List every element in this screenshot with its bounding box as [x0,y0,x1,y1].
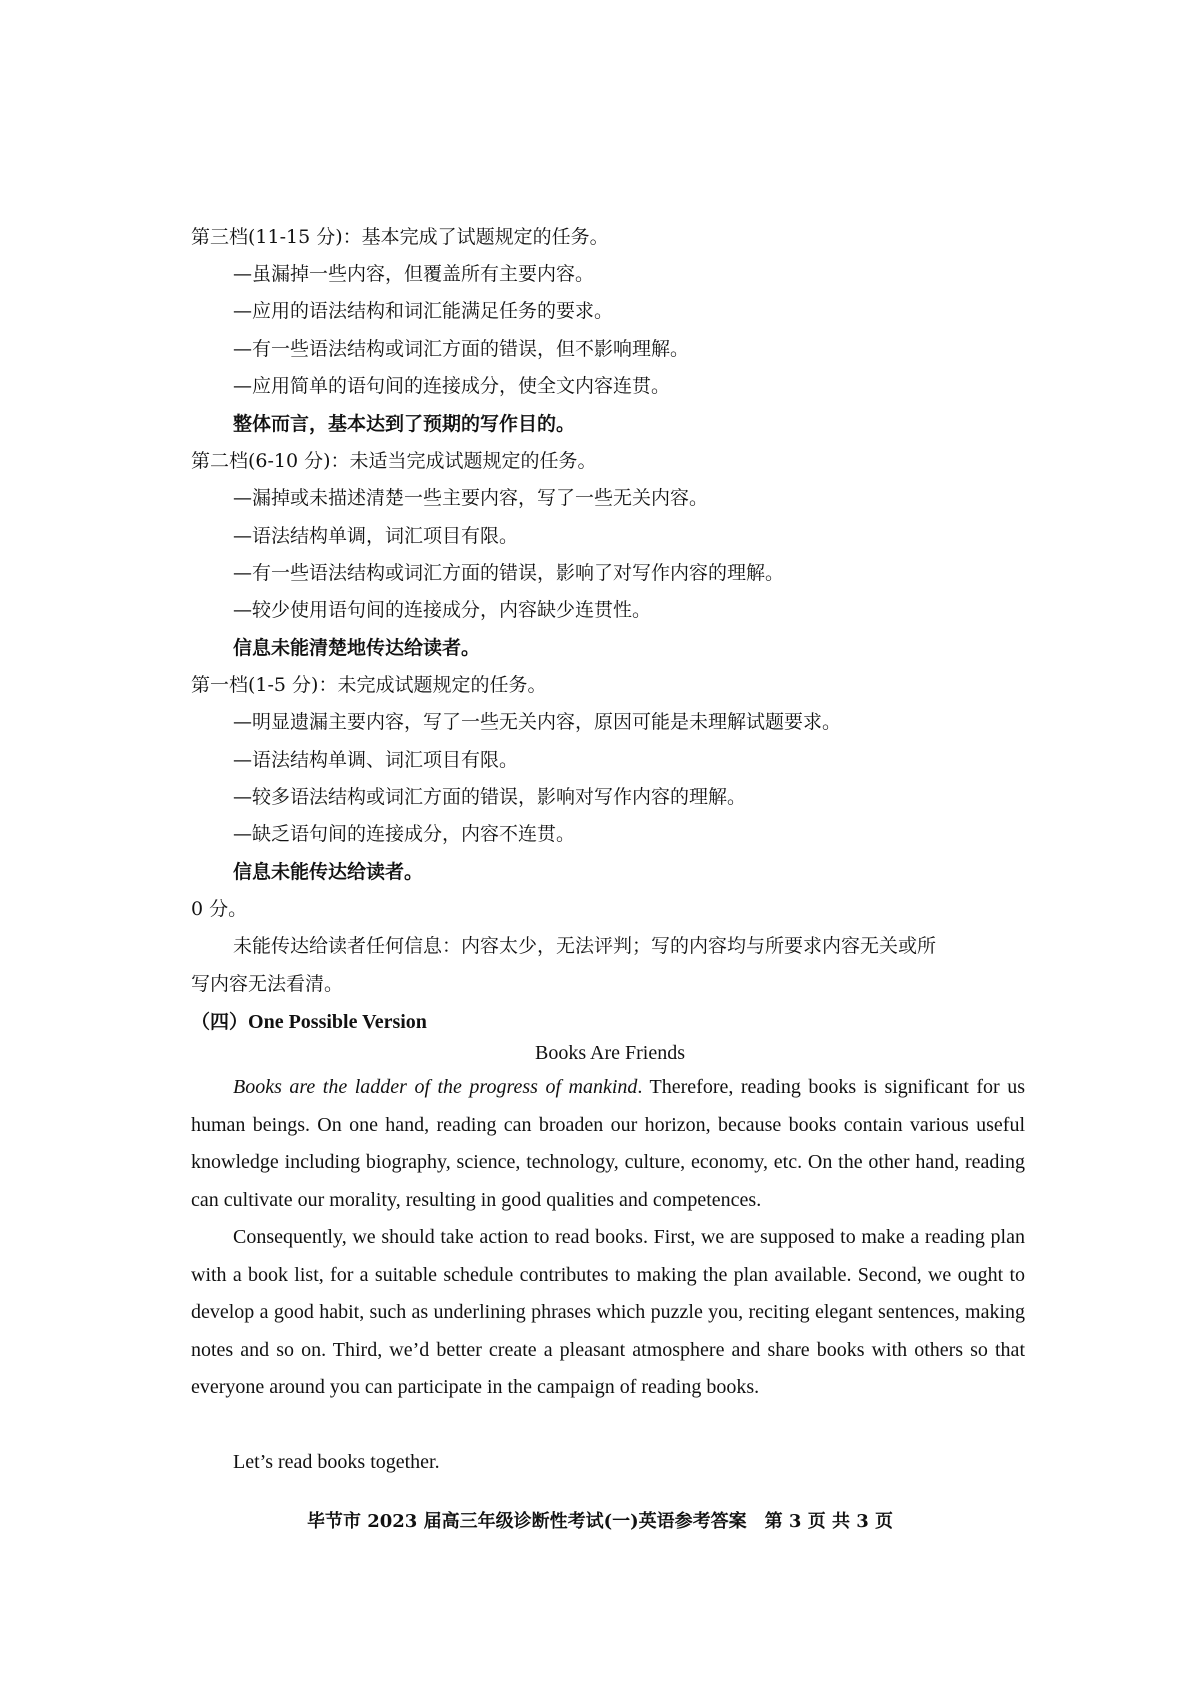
essay-paragraph-3: Let’s read books together. [233,1451,440,1473]
tier3-item-2: —应用的语法结构和词汇能满足任务的要求。 [233,300,614,322]
tier2-item-3: —有一些语法结构或词汇方面的错误，影响了对写作内容的理解。 [233,562,785,584]
essay-paragraph-1 [191,1069,1025,1219]
essay-quote: Books are the ladder of the progress of mankind [233,1076,638,1098]
tier1-summary: 信息未能传达给读者。 [233,861,424,883]
version-heading [191,1010,427,1034]
tier1-item-3: —较多语法结构或词汇方面的错误，影响对写作内容的理解。 [233,786,747,808]
tier3-summary: 整体而言，基本达到了预期的写作目的。 [233,413,576,435]
tier1-item-1: —明显遗漏主要内容，写了一些无关内容，原因可能是未理解试题要求。 [233,711,842,733]
tier1-item-4: —缺乏语句间的连接成分，内容不连贯。 [233,823,576,845]
essay-paragraph-2: Consequently, we should take action to read books. First, we are supposed to make a reading plan with a book list, for a suitable schedule contributes to making the plan available. Second, we ought to develop a good habit, such as underlining phrases which puzzle you, reciting elegant sentences, making notes and so on. Third, we’d better create a pleasant atmosphere and share books with others so that everyone around you can participate in the campaign of reading books. [191,1226,1025,1398]
tier2-heading: 第二档(6-10 分)：未适当完成试题规定的任务。 [191,450,597,472]
version-heading-prefix: （四） [191,1011,249,1033]
version-heading-text: One Possible Version [248,1011,427,1033]
essay-paragraph-1-text: . Therefore, reading books is significant for us human beings. On one hand, reading can broaden our horizon, because books contain various useful knowledge including biography, science, technology, culture, economy, etc. On the other hand, reading can cultivate our morality, resulting in good qualities and competences. [191,1076,1025,1211]
tier2-item-4: —较少使用语句间的连接成分，内容缺少连贯性。 [233,599,652,621]
essay-title: Books Are Friends [535,1042,685,1064]
tier3-item-3: —有一些语法结构或词汇方面的错误，但不影响理解。 [233,338,690,360]
tier1-heading: 第一档(1-5 分)：未完成试题规定的任务。 [191,674,547,696]
tier0-desc-line-1: 未能传达给读者任何信息：内容太少，无法评判；写的内容均与所要求内容无关或所 [233,935,937,957]
tier3-heading: 第三档(11-15 分)：基本完成了试题规定的任务。 [191,226,609,248]
page-footer: 毕节市 2023 届高三年级诊断性考试(一)英语参考答案 第 3 页 共 3 页 [306,1511,894,1532]
tier3-item-1: —虽漏掉一些内容，但覆盖所有主要内容。 [233,263,595,285]
tier0-heading: 0 分。 [191,898,248,920]
tier2-item-2: —语法结构单调，词汇项目有限。 [233,525,519,547]
tier3-item-4: —应用简单的语句间的连接成分，使全文内容连贯。 [233,375,671,397]
tier1-item-2: —语法结构单调、词汇项目有限。 [233,749,519,771]
tier2-item-1: —漏掉或未描述清楚一些主要内容，写了一些无关内容。 [233,487,709,509]
tier0-desc-line-2: 写内容无法看清。 [191,973,344,995]
tier2-summary: 信息未能清楚地传达给读者。 [233,637,481,659]
